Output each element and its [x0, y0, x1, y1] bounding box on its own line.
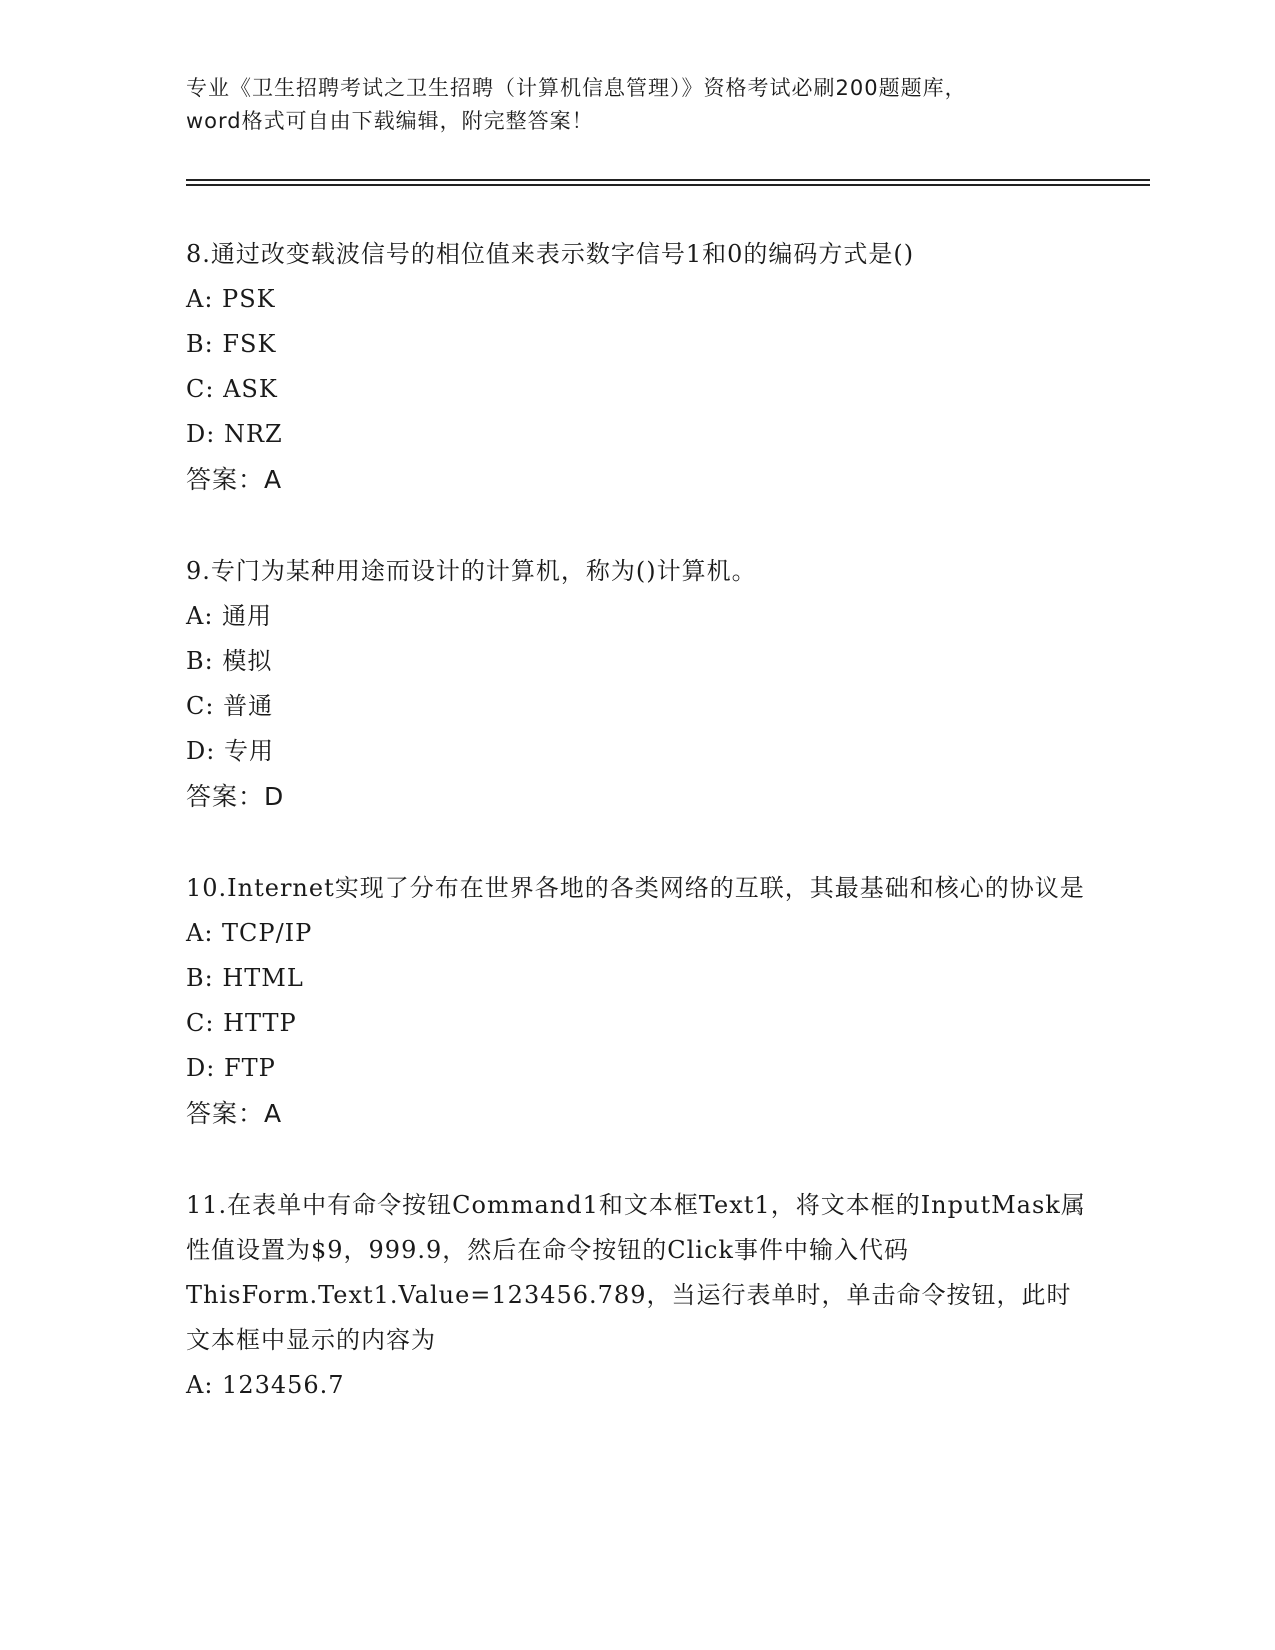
option-a: A: 通用 [186, 602, 273, 630]
question-8 [186, 232, 1086, 502]
option-c: C: HTTP [186, 1009, 297, 1037]
question-11 [186, 1183, 1086, 1408]
option-a: A: TCP/IP [186, 919, 313, 947]
answer-line: 答案：A [186, 465, 283, 494]
option-b: B: HTML [186, 964, 304, 992]
option-c: C: 普通 [186, 692, 274, 720]
question-stem: 10.Internet实现了分布在世界各地的各类网络的互联，其最基础和核心的协议是 [186, 874, 1085, 902]
header-title-line-2: word格式可自由下载编辑，附完整答案！ [186, 109, 594, 133]
option-b: B: FSK [186, 330, 277, 358]
question-10 [186, 866, 1086, 1136]
document-header [186, 72, 1086, 138]
header-divider-top [186, 179, 1150, 181]
option-a: A: 123456.7 [186, 1371, 345, 1399]
option-a: A: PSK [186, 285, 276, 313]
option-b: B: 模拟 [186, 647, 273, 675]
option-d: D: NRZ [186, 420, 283, 448]
question-list [186, 232, 1086, 1455]
question-stem: 8.通过改变载波信号的相位值来表示数字信号1和0的编码方式是() [186, 240, 915, 268]
question-stem: 9.专门为某种用途而设计的计算机，称为()计算机。 [186, 557, 757, 585]
question-9 [186, 549, 1086, 819]
answer-line: 答案：D [186, 782, 285, 811]
header-divider-bottom [186, 184, 1150, 186]
answer-line: 答案：A [186, 1099, 283, 1128]
header-title-line-1: 专业《卫生招聘考试之卫生招聘（计算机信息管理）》资格考试必刷200题题库， [186, 76, 967, 100]
option-d: D: 专用 [186, 737, 274, 765]
option-d: D: FTP [186, 1054, 276, 1082]
option-c: C: ASK [186, 375, 278, 403]
question-stem: 11.在表单中有命令按钮Command1和文本框Text1，将文本框的InputMask属性值设置为$9，999.9，然后在命令按钮的Click事件中输入代码ThisForm.Text1.Value=123456.789，当运行表单时，单击命令按钮，此时文本框中显示的内容为 [186, 1191, 1086, 1354]
